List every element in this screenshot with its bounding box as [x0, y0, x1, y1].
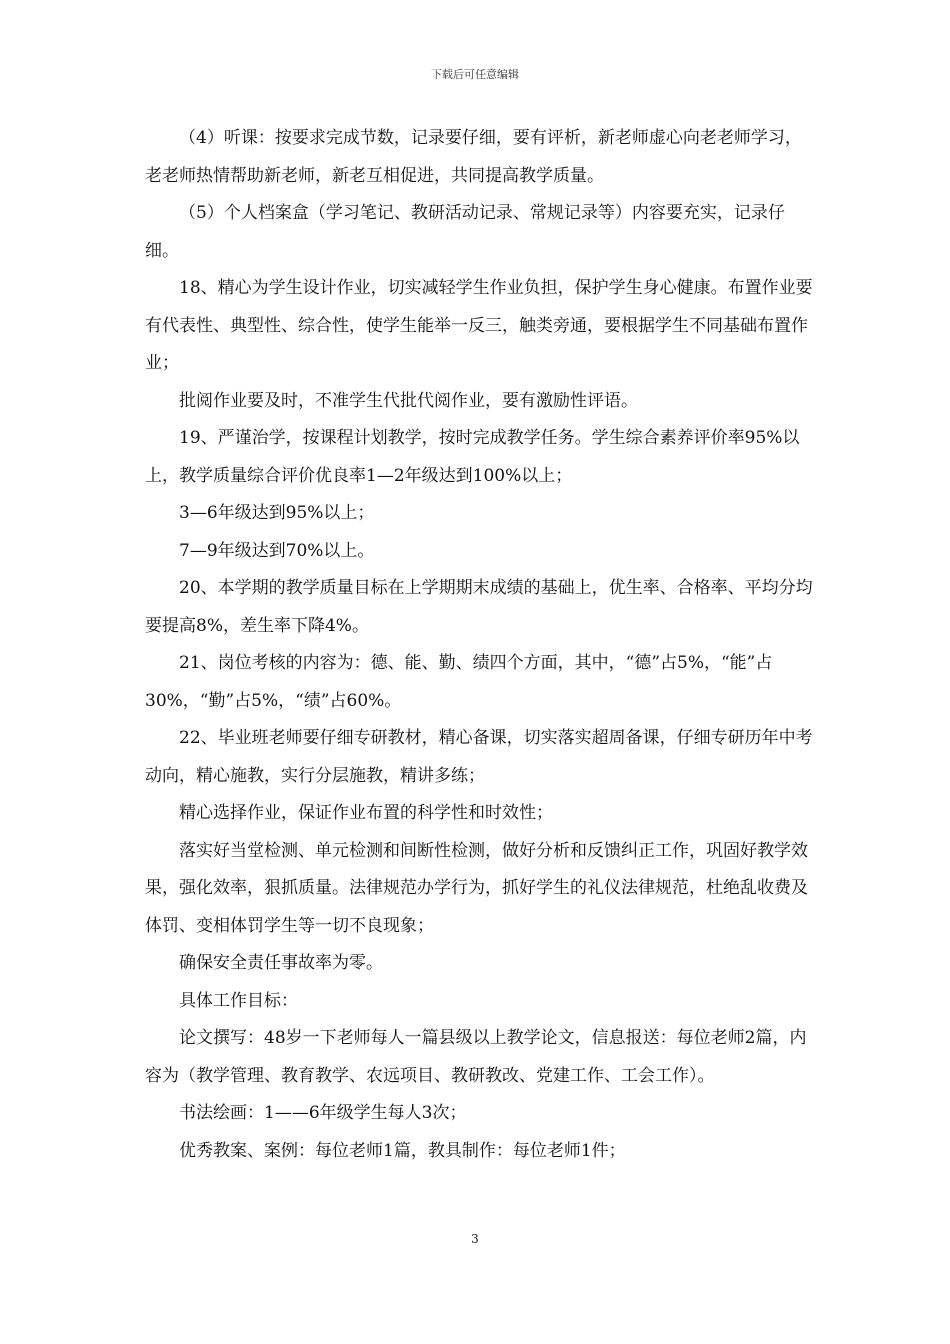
- paragraph-goals-heading: 具体工作目标：: [179, 990, 298, 1011]
- paragraph-testing: 落实好当堂检测、单元检测和间断性检测，做好分析和反馈纠正工作，巩固好教学效果，强化效率，狠抓质量。法律规范办学行为，抓好学生的礼仪法律规范，杜绝乱收费及体罚、变相体罚学生等一切不良现象；: [145, 840, 808, 936]
- paragraph-archive-box: （5）个人档案盒（学习笔记、教研活动记录、常规记录等）内容要充实，记录仔细。: [145, 203, 785, 261]
- paragraph-homework-selection: 精心选择作业，保证作业布置的科学性和时效性；: [179, 803, 553, 823]
- paragraph-22-graduating-class: 22、毕业班老师要仔细专研教材，精心备课，切实落实超周备课，仔细专研历年中考动向，精心施教，实行分层施教，精讲多练；: [145, 728, 813, 786]
- paragraph-20-quality-target: 20、本学期的教学质量目标在上学期期末成绩的基础上，优生率、合格率、平均分均要提高8%，差生率下降4%。: [145, 578, 813, 636]
- paragraph-grades-7-9: 7—9年级达到70%以上。: [179, 540, 375, 561]
- paragraph-listening: （4）听课：按要求完成节数，记录要仔细，要有评析，新老师虚心向老老师学习，老老师热情帮助新老师，新老互相促进，共同提高教学质量。: [145, 128, 802, 186]
- paragraph-21-assessment: 21、岗位考核的内容为：德、能、勤、绩四个方面，其中，“德”占5%，“能”占30%，“勤”占5%，“绩”占60%。: [145, 653, 773, 711]
- paragraph-18-homework: 18、精心为学生设计作业，切实减轻学生作业负担，保护学生身心健康。布置作业要有代表性、典型性、综合性，使学生能举一反三，触类旁通，要根据学生不同基础布置作业；: [145, 278, 813, 373]
- paragraph-19-teaching: 19、严谨治学，按课程计划教学，按时完成教学任务。学生综合素养评价率95%以上，教学质量综合评价优良率1—2年级达到100%以上；: [145, 428, 800, 486]
- page-number: 3: [471, 1232, 479, 1246]
- paragraph-papers: 论文撰写：48岁一下老师每人一篇县级以上教学论文，信息报送：每位老师2篇，内容为（教学管理、教育教学、农远项目、教研教改、党建工作、工会工作）。: [145, 1028, 807, 1086]
- document-body: [145, 120, 813, 1170]
- paragraph-lesson-plans: 优秀教案、案例：每位老师1篇，教具制作：每位老师1件；: [179, 1140, 626, 1161]
- page-header: 下载后可任意编辑: [431, 68, 519, 81]
- paragraph-safety: 确保安全责任事故率为零。: [179, 953, 383, 973]
- paragraph-grading: 批阅作业要及时，不准学生代批代阅作业，要有激励性评语。: [179, 390, 638, 411]
- paragraph-grades-3-6: 3—6年级达到95%以上；: [179, 503, 375, 523]
- paragraph-calligraphy: 书法绘画：1——6年级学生每人3次；: [179, 1103, 467, 1123]
